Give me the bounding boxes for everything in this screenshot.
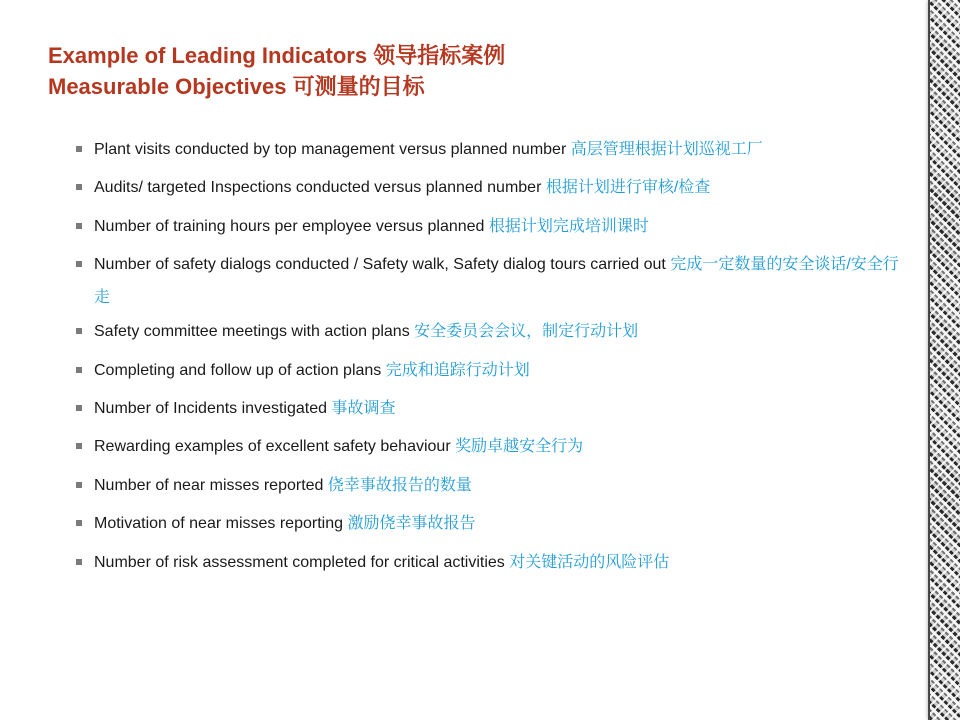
bullet-item <box>76 550 906 575</box>
square-bullet-icon <box>76 405 82 411</box>
bullet-text-cn: 完成一定数量的安全谈话/安全行走 <box>94 256 899 307</box>
title-line-2-cn: 可测量的目标 <box>292 74 425 99</box>
bullet-item <box>76 214 906 239</box>
square-bullet-icon <box>76 482 82 488</box>
bullet-item <box>76 248 906 314</box>
bullet-text-en: Number of risk assessment completed for critical activities <box>94 553 505 571</box>
decorative-edge-strip <box>930 0 960 720</box>
bullet-text-cn: 对关键活动的风险评估 <box>509 553 670 571</box>
bullet-item <box>76 434 906 459</box>
title-line-1-en: Example of Leading Indicators <box>48 43 368 68</box>
bullet-list <box>76 137 906 588</box>
slide-title <box>48 40 868 102</box>
square-bullet-icon <box>76 367 82 373</box>
bullet-item <box>76 473 906 498</box>
bullet-text-en: Plant visits conducted by top management versus planned number <box>94 141 567 158</box>
square-bullet-icon <box>76 520 82 526</box>
square-bullet-icon <box>76 184 82 190</box>
square-bullet-icon <box>76 559 82 565</box>
bullet-text-en: Safety committee meetings with action plans <box>94 323 410 341</box>
bullet-item <box>76 319 906 344</box>
bullet-text-en: Motivation of near misses reporting <box>94 515 343 533</box>
bullet-text-en: Rewarding examples of excellent safety behaviour <box>94 438 451 456</box>
bullet-text-cn: 激励侥幸事故报告 <box>347 515 476 533</box>
bullet-item <box>76 175 906 200</box>
bullet-text-en: Audits/ targeted Inspections conducted versus planned number <box>94 179 542 197</box>
bullet-text-cn: 侥幸事故报告的数量 <box>327 476 472 494</box>
square-bullet-icon <box>76 328 82 334</box>
bullet-item <box>76 396 906 421</box>
bullet-item <box>76 358 906 383</box>
bullet-text-cn: 奖励卓越安全行为 <box>455 438 584 456</box>
title-line-1-cn: 领导指标案例 <box>373 43 506 68</box>
bullet-text-cn: 事故调查 <box>331 399 396 417</box>
square-bullet-icon <box>76 443 82 449</box>
bullet-text-cn: 根据计划完成培训课时 <box>488 217 649 235</box>
title-line-2 <box>48 71 868 102</box>
bullet-text-cn: 根据计划进行审核/检查 <box>545 179 711 197</box>
title-line-1 <box>48 40 868 71</box>
bullet-text-cn: 安全委员会会议，制定行动计划 <box>414 323 639 341</box>
bullet-text-en: Completing and follow up of action plans <box>94 361 382 379</box>
bullet-item <box>76 511 906 536</box>
bullet-text-cn: 完成和追踪行动计划 <box>385 361 530 379</box>
bullet-text-en: Number of safety dialogs conducted / Safety walk, Safety dialog tours carried out <box>94 256 666 274</box>
bullet-text-en: Number of training hours per employee versus planned <box>94 217 485 235</box>
bullet-item <box>76 137 906 162</box>
bullet-text-en: Number of near misses reported <box>94 476 324 494</box>
bullet-text-en: Number of Incidents investigated <box>94 399 328 417</box>
square-bullet-icon <box>76 261 82 267</box>
square-bullet-icon <box>76 223 82 229</box>
bullet-text-cn: 高层管理根据计划巡视工厂 <box>570 141 763 158</box>
square-bullet-icon <box>76 146 82 152</box>
title-line-2-en: Measurable Objectives <box>48 74 287 99</box>
